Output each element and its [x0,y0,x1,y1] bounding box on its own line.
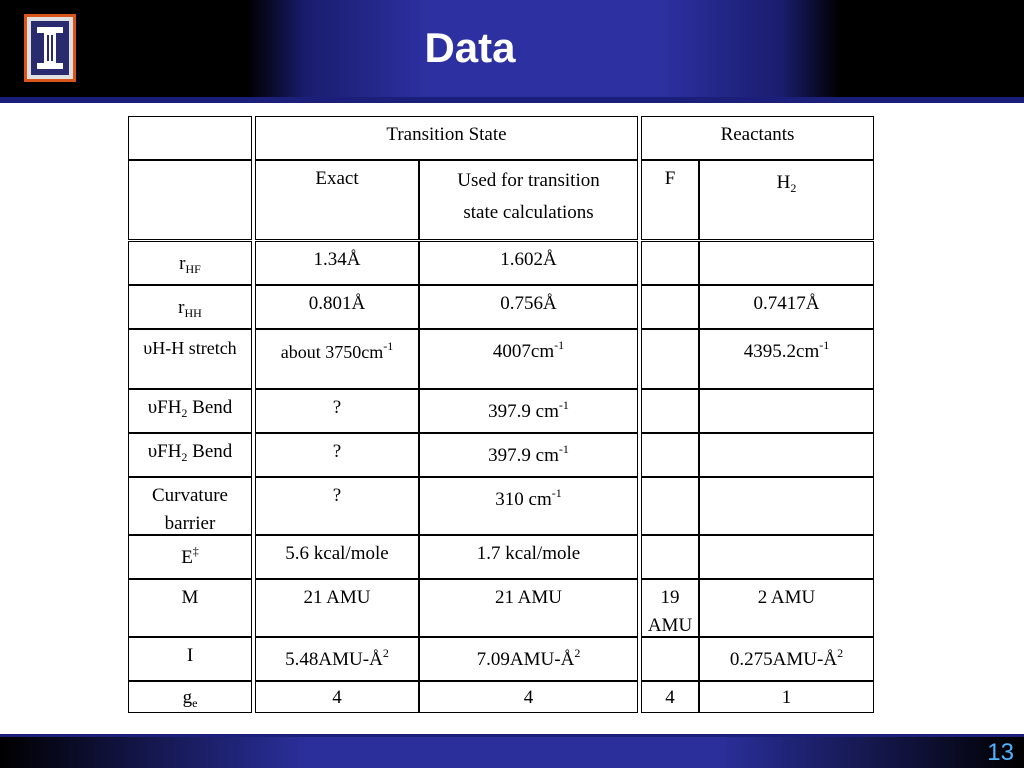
row-label-rhh: $r_{HH}$ [128,285,252,329]
cell-bend1-used: 397.9 $cm^{-1}$ [419,389,638,433]
page-number: 13 [987,739,1014,766]
cell-bend2-h2 [699,433,874,477]
row-label-fh2-bend-2: υFH$_2$ Bend [128,433,252,477]
cell-bend1-exact: ? [255,389,419,433]
cell-energy-exact: 5.6 kcal/mole [255,535,419,579]
cell-rhh-used: 0.756Å [419,285,638,329]
slide-footer [0,737,1024,768]
header-blank-top [128,116,252,160]
row-label-mass: M [128,579,252,637]
cell-rhf-used: 1.602Å [419,241,638,285]
cell-hh-stretch-exact: about $3750cm^{-1}$ [255,329,419,389]
cell-energy-f [641,535,699,579]
cell-inertia-h2: $0.275AMU-Å^2$ [699,637,874,681]
header-used-for-ts: Used for transition state calculations [419,160,638,240]
cell-degeneracy-used: 4 [419,681,638,713]
slide-title: Data [424,24,516,71]
cell-inertia-exact: $5.48AMU-Å^2$ [255,637,419,681]
cell-hh-stretch-h2: $4395.2cm^{-1}$ [699,329,874,389]
header-f: F [641,160,699,240]
cell-rhh-h2: 0.7417Å [699,285,874,329]
cell-curvature-h2 [699,477,874,535]
cell-mass-used: 21 AMU [419,579,638,637]
cell-energy-used: 1.7 kcal/mole [419,535,638,579]
data-table [128,116,876,713]
cell-mass-f: 19 AMU [641,579,699,637]
cell-curvature-f [641,477,699,535]
header-transition-state: Transition State [255,116,638,160]
cell-bend1-f [641,389,699,433]
cell-rhh-f [641,285,699,329]
cell-bend2-f [641,433,699,477]
cell-hh-stretch-used: $4007cm^{-1}$ [419,329,638,389]
header-exact: Exact [255,160,419,240]
row-label-fh2-bend-1: υFH$_2$ Bend [128,389,252,433]
row-label-rhf: $r_{HF}$ [128,241,252,285]
cell-inertia-used: $7.09AMU-Å^2$ [419,637,638,681]
row-label-degeneracy: $g_e$ [128,681,252,713]
cell-degeneracy-h2: 1 [699,681,874,713]
row-label-energy: E‡ [128,535,252,579]
cell-bend1-h2 [699,389,874,433]
row-label-hh-stretch: υH-H stretch [128,329,252,389]
cell-curvature-used: 310 $cm^{-1}$ [419,477,638,535]
header-reactants: Reactants [641,116,874,160]
row-label-curvature-barrier: Curvature barrier [128,477,252,535]
cell-rhf-h2 [699,241,874,285]
row-label-inertia: I [128,637,252,681]
cell-rhf-exact: 1.34Å [255,241,419,285]
cell-rhh-exact: 0.801Å [255,285,419,329]
cell-energy-h2 [699,535,874,579]
cell-mass-exact: 21 AMU [255,579,419,637]
cell-bend2-used: 397.9 $cm^{-1}$ [419,433,638,477]
cell-hh-stretch-f [641,329,699,389]
cell-rhf-f [641,241,699,285]
cell-curvature-exact: ? [255,477,419,535]
header-blank-bottom [128,160,252,240]
cell-degeneracy-f: 4 [641,681,699,713]
cell-inertia-f [641,637,699,681]
cell-mass-h2: 2 AMU [699,579,874,637]
cell-bend2-exact: ? [255,433,419,477]
header-h2: $H_2$ [699,160,874,240]
header-divider [0,97,1024,103]
cell-degeneracy-exact: 4 [255,681,419,713]
